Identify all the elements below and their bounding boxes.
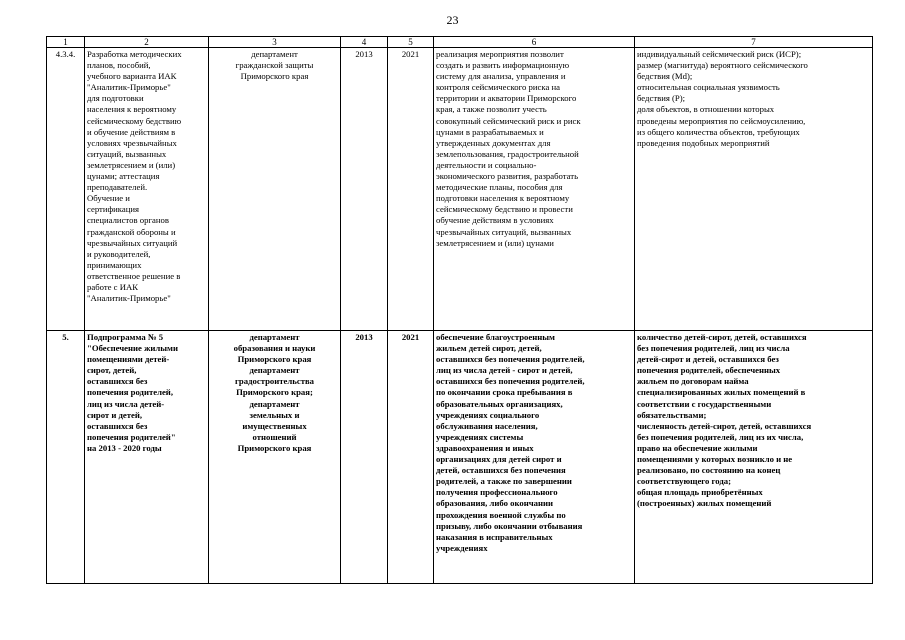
indicators: количество детей-сирот, детей, оставшихся без попечения родителей, лиц из числа детей-сирот и детей, оставшихся без попечения родителей, обеспеченных жильем по договорам найма специализированных жилых помещений в соответствии с государственными обязательствами; численность детей-сирот, детей, оставшихся без попечения родителей, лиц из их числа, право на обеспечение жилыми помещениями у которых возникло и не реализовано, по состоянию на конец соответствующего года; общая площадь приобретённых (построенных) жилых помещений [635,331,873,584]
executor: департамент образования и науки Приморского края департамент градостроительства Приморского края; департамент земельных и имущественных отношений Приморского края [209,331,341,584]
column-header: 3 [209,37,341,48]
table-row [47,331,873,584]
column-header: 6 [434,37,635,48]
start-year: 2013 [341,331,388,584]
activity-name: Подпрограмма № 5 "Обеспечение жилыми помещениями детей- сирот, детей, оставшихся без попечения родителей, лиц из числа детей- сирот и детей, оставшихся без попечения родителей" на 2013 - 2020 годы [85,331,209,584]
indicators: индивидуальный сейсмический риск (ИСР); размер (магнитуда) вероятного сейсмического бедствия (Md); относительная социальная уязвимость бедствия (Р); доля объектов, в отношении которых проведены мероприятия по сейсмоусилению, из общего количества объектов, требующих проведения подобных мероприятий [635,48,873,331]
column-header: 5 [388,37,434,48]
column-header: 2 [85,37,209,48]
expected-result: обеспечение благоустроенным жильем детей сирот, детей, оставшихся без попечения родителей, лиц из числа детей - сирот и детей, оставшихся без попечения родителей, по окончании срока пребывания в образовательных организациях, учреждениях социального обслуживания населения, учреждениях системы здравоохранения и иных организациях для детей сирот и детей, оставшихся без попечения родителей, а также по завершении получения профессионального образования, либо окончании прохождения военной службы по призыву, либо окончании отбывания наказания в исправительных учреждениях [434,331,635,584]
row-number: 4.3.4. [47,48,85,331]
row-number: 5. [47,331,85,584]
page-number: 23 [446,13,459,27]
column-header: 7 [635,37,873,48]
table-row [47,48,873,331]
expected-result: реализация мероприятия позволит создать и развить информационную систему для анализа, управления и контроля сейсмического риска на территории и акватории Приморского края, а также позволит учесть совокупный сейсмический риск и риск цунами в разрабатываемых и утвержденных документах для землепользования, градостроительной деятельности и социально- экономического развития, разработать методические планы, пособия для подготовки населения к вероятному сейсмическому бедствию и провести обучение действиям в условиях чрезвычайных ситуаций, вызванных землетрясением и (или) цунами [434,48,635,331]
start-year: 2013 [341,48,388,331]
column-header: 4 [341,37,388,48]
column-header: 1 [47,37,85,48]
end-year: 2021 [388,331,434,584]
header-row [47,37,873,48]
end-year: 2021 [388,48,434,331]
activity-name: Разработка методических планов, пособий, учебного варианта ИАК "Аналитик-Приморье" для подготовки населения к вероятному сейсмическому бедствию и обучение действиям в условиях чрезвычайных ситуаций, вызванных землетрясением и (или) цунами; аттестация преподавателей. Обучение и сертификация специалистов органов гражданской обороны и чрезвычайных ситуаций и руководителей, принимающих ответственное решение в работе с ИАК "Аналитик-Приморье" [85,48,209,331]
program-table [46,36,873,584]
executor: департамент гражданской защиты Приморского края [209,48,341,331]
